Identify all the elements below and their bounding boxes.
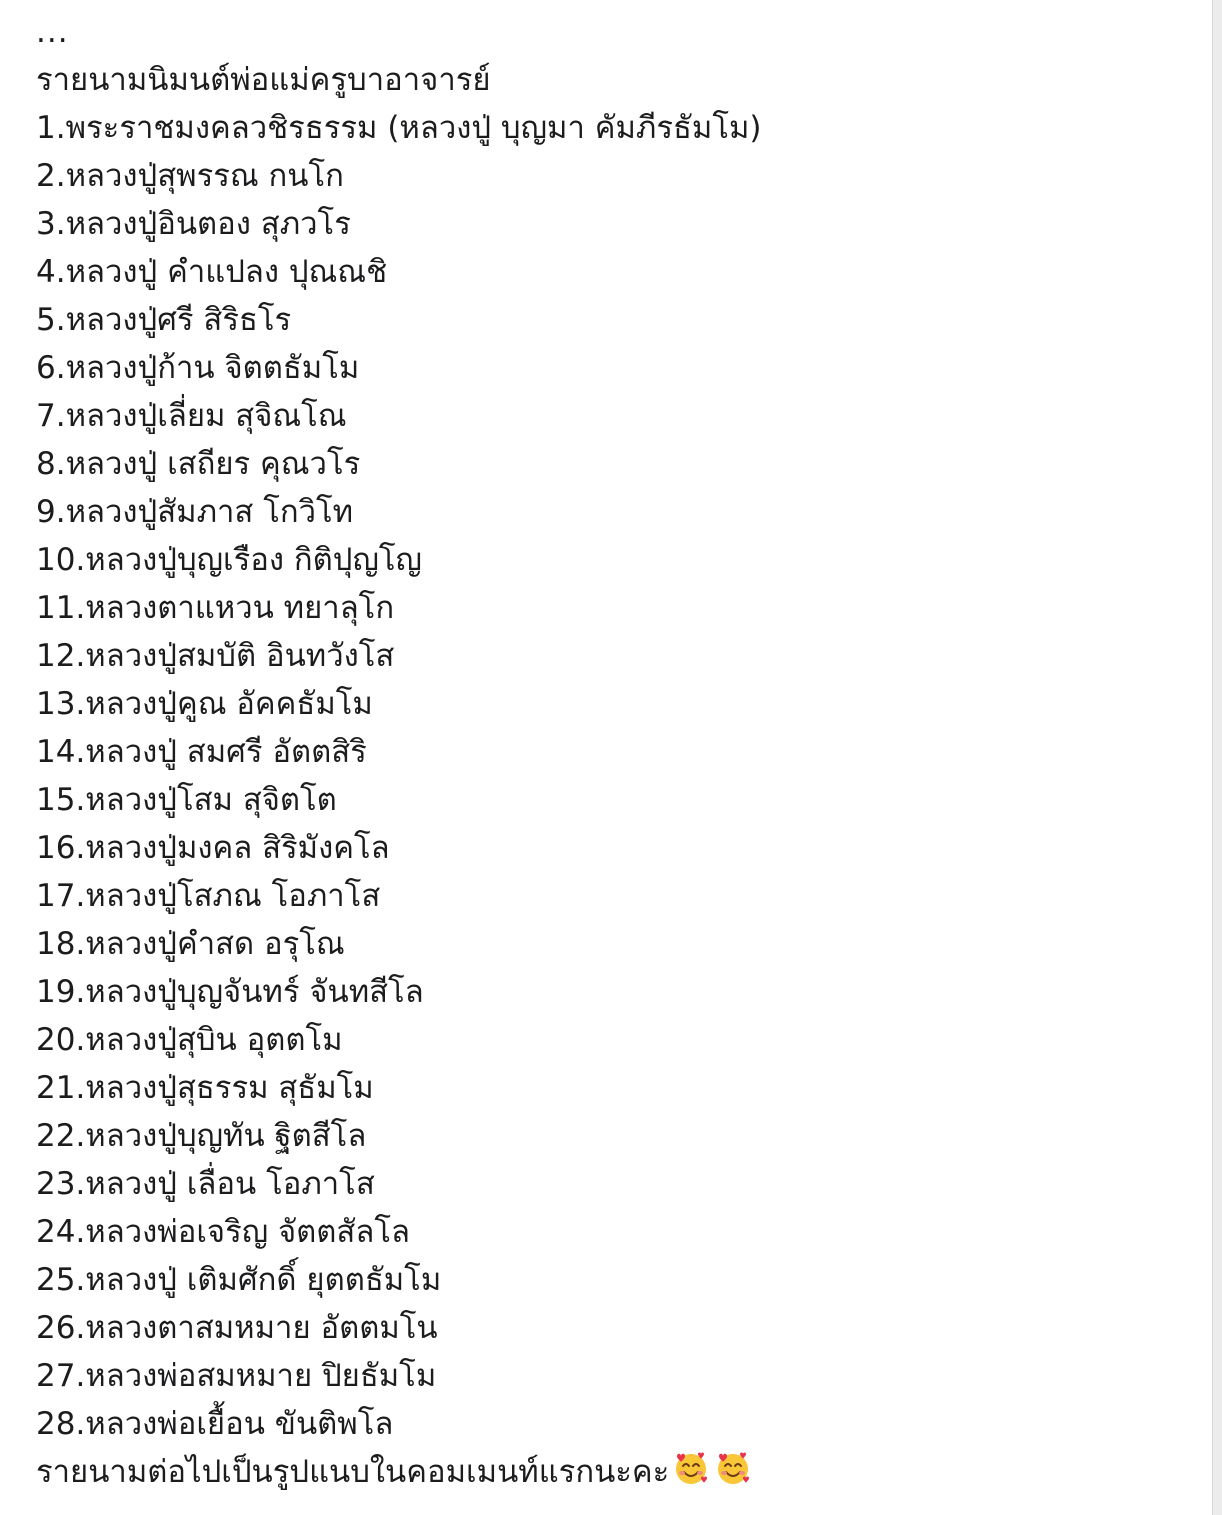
list-item: 17.หลวงปู่โสภณ โอภาโส	[36, 878, 381, 914]
post-text	[36, 8, 1196, 1496]
footer-line	[36, 1448, 1196, 1496]
list-item: 26.หลวงตาสมหมาย อัตตมโน	[36, 1310, 438, 1346]
list-item: 13.หลวงปู่คูณ อัคคธัมโม	[36, 686, 373, 722]
list-item: 12.หลวงปู่สมบัติ อินทวังโส	[36, 638, 395, 674]
list-item: 10.หลวงปู่บุญเรือง กิติปุญโญ	[36, 542, 422, 578]
list-item: 21.หลวงปู่สุธรรม สุธัมโม	[36, 1070, 374, 1106]
list-item: 4.หลวงปู่ คำแปลง ปุณณชิ	[36, 254, 388, 290]
list-item: 15.หลวงปู่โสม สุจิตโต	[36, 782, 337, 818]
list-item: 19.หลวงปู่บุญจันทร์ จันทสีโล	[36, 974, 424, 1010]
list-item: 14.หลวงปู่ สมศรี อัตตสิริ	[36, 734, 367, 770]
list-item: 3.หลวงปู่อินตอง สุภวโร	[36, 206, 351, 242]
list-item: 9.หลวงปู่สัมภาส โกวิโท	[36, 494, 354, 530]
smiling-face-with-hearts-icon	[673, 1450, 709, 1486]
list-item: 7.หลวงปู่เลี่ยม สุจิณโณ	[36, 398, 347, 434]
list-item: 16.หลวงปู่มงคล สิริมังคโล	[36, 830, 390, 866]
footer-text: รายนามต่อไปเป็นรูปแนบในคอมเมนท์แรกนะคะ	[36, 1454, 670, 1490]
list-item: 18.หลวงปู่คำสด อรุโณ	[36, 926, 345, 962]
list-heading: รายนามนิมนต์พ่อแม่ครูบาอาจารย์	[36, 62, 491, 98]
list-item: 28.หลวงพ่อเยื้อน ขันติพโล	[36, 1406, 394, 1442]
list-item: 20.หลวงปู่สุบิน อุตตโม	[36, 1022, 343, 1058]
list-item: 2.หลวงปู่สุพรรณ กนโก	[36, 158, 344, 194]
list-item: 11.หลวงตาแหวน ทยาลุโก	[36, 590, 395, 626]
list-item: 24.หลวงพ่อเจริญ จัตตสัลโล	[36, 1214, 410, 1250]
list-item: 25.หลวงปู่ เติมศักดิ์ ยุตตธัมโม	[36, 1262, 442, 1298]
list-item: 27.หลวงพ่อสมหมาย ปิยธัมโม	[36, 1358, 437, 1394]
list-item: 8.หลวงปู่ เสถียร คุณวโร	[36, 446, 361, 482]
emoji-group	[673, 1450, 757, 1500]
list-item: 22.หลวงปู่บุญทัน ฐิตสีโล	[36, 1118, 367, 1154]
see-more-ellipsis[interactable]: ...	[36, 14, 69, 50]
smiling-face-with-hearts-icon	[715, 1450, 751, 1486]
list-item: 5.หลวงปู่ศรี สิริธโร	[36, 302, 292, 338]
list-item: 6.หลวงปู่ก้าน จิตตธัมโม	[36, 350, 360, 386]
list-item: 23.หลวงปู่ เลื่อน โอภาโส	[36, 1166, 375, 1202]
list-item: 1.พระราชมงคลวชิรธรรม (หลวงปู่ บุญมา คัมภีรธัมโม)	[36, 110, 762, 146]
